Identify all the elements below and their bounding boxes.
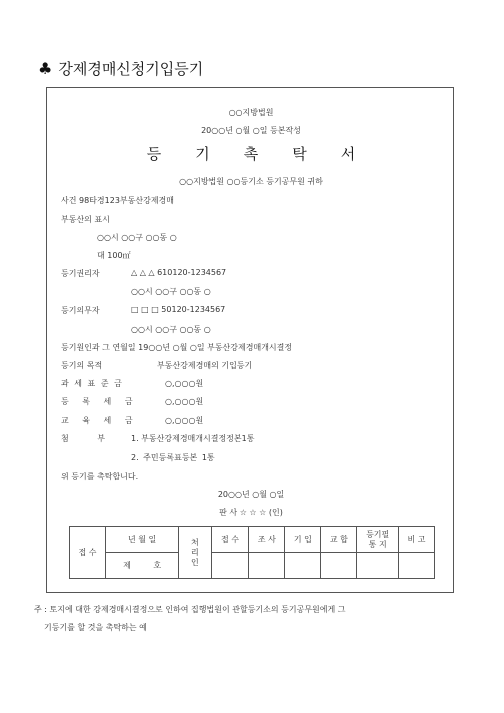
registration-cause: 등기원인과 그 연월일 19○○년 ○월 ○일 부동산강제경매개시결정 (61, 343, 293, 352)
date-header: 년 월 일 (106, 527, 179, 553)
holder-address: ○○시 ○○구 ○○동 ○ (131, 287, 211, 296)
addressee: ○○지방법원 ○○등기소 등기공무원 귀하 (179, 177, 323, 186)
attachments-label: 첨 부 (61, 434, 105, 443)
attachment-1: 1. 부동산강제경매개시결정정본1통 (131, 434, 255, 443)
obligor-id: □ □ □ 50120-1234567 (131, 305, 226, 314)
cell-receipt (211, 553, 249, 579)
col-entry: 기 입 (285, 527, 321, 553)
property-address: ○○시 ○○구 ○○동 ○ (97, 233, 177, 242)
cell-collation (321, 553, 357, 579)
purpose-label: 등기의 목적 (61, 361, 103, 370)
col-completion-notice: 등기필 통 지 (357, 527, 399, 553)
cell-inspection (249, 553, 285, 579)
registry-table (69, 526, 435, 579)
footnote (34, 601, 474, 637)
property-label: 부동산의 표시 (61, 215, 110, 224)
cell-entry (285, 553, 321, 579)
holder-label: 등기권리자 (61, 269, 100, 278)
club-suit-icon: ♣ (38, 59, 53, 78)
footnote-line-2: 기등기를 할 것을 촉탁하는 예 (44, 623, 147, 632)
processor-header: 처 리 인 (179, 527, 211, 579)
document-title: 등기촉탁서 (146, 145, 390, 163)
tax-base-label: 과 세 표 준 금 (61, 379, 122, 388)
col-remarks: 비 고 (398, 527, 434, 553)
purpose-value: 부동산강제경매의 기입등기 (157, 361, 253, 370)
number-header: 제 호 (106, 553, 179, 579)
tax-base-value: ○,○○○원 (165, 379, 204, 388)
education-tax-value: ○,○○○원 (165, 416, 204, 425)
col-receipt: 접 수 (211, 527, 249, 553)
cell-completion-notice (357, 553, 399, 579)
obligor-label: 등기의무자 (61, 306, 100, 315)
holder-id: △ △ △ 610120-1234567 (131, 268, 227, 277)
col-collation: 교 합 (321, 527, 357, 553)
case-number: 사건 98타경123부동산강제경매 (61, 196, 174, 205)
signature-date: 20○○년 ○월 ○일 (217, 490, 285, 499)
col-inspection: 조 사 (249, 527, 285, 553)
education-tax-label: 교 육 세 금 (61, 416, 133, 425)
cell-remarks (398, 553, 434, 579)
court-name: ○○지방법원 (228, 108, 274, 117)
copy-date: 20○○년 ○월 ○일 등본작성 (201, 126, 301, 135)
received-header: 접 수 (70, 527, 106, 579)
registration-tax-value: ○,○○○원 (165, 397, 204, 406)
request-sentence: 위 등기를 촉탁합니다. (61, 472, 139, 481)
obligor-address: ○○시 ○○구 ○○동 ○ (131, 325, 211, 334)
property-area: 대 100㎡ (97, 251, 131, 260)
registration-tax-label: 등 록 세 금 (61, 397, 133, 406)
footnote-line-1: 주 : 토지에 대한 강제경매시결정으로 인하여 집행법원이 관할등기소의 등기공무원에게 그 (34, 605, 346, 614)
judge-signature: 판 사 ☆ ☆ ☆ (인) (219, 508, 283, 517)
attachment-2: 2. 주민등록표등본 1통 (131, 453, 215, 462)
section-heading-text: 강제경매신청기입등기 (58, 60, 204, 78)
document-frame (46, 87, 454, 593)
section-heading (38, 58, 203, 79)
